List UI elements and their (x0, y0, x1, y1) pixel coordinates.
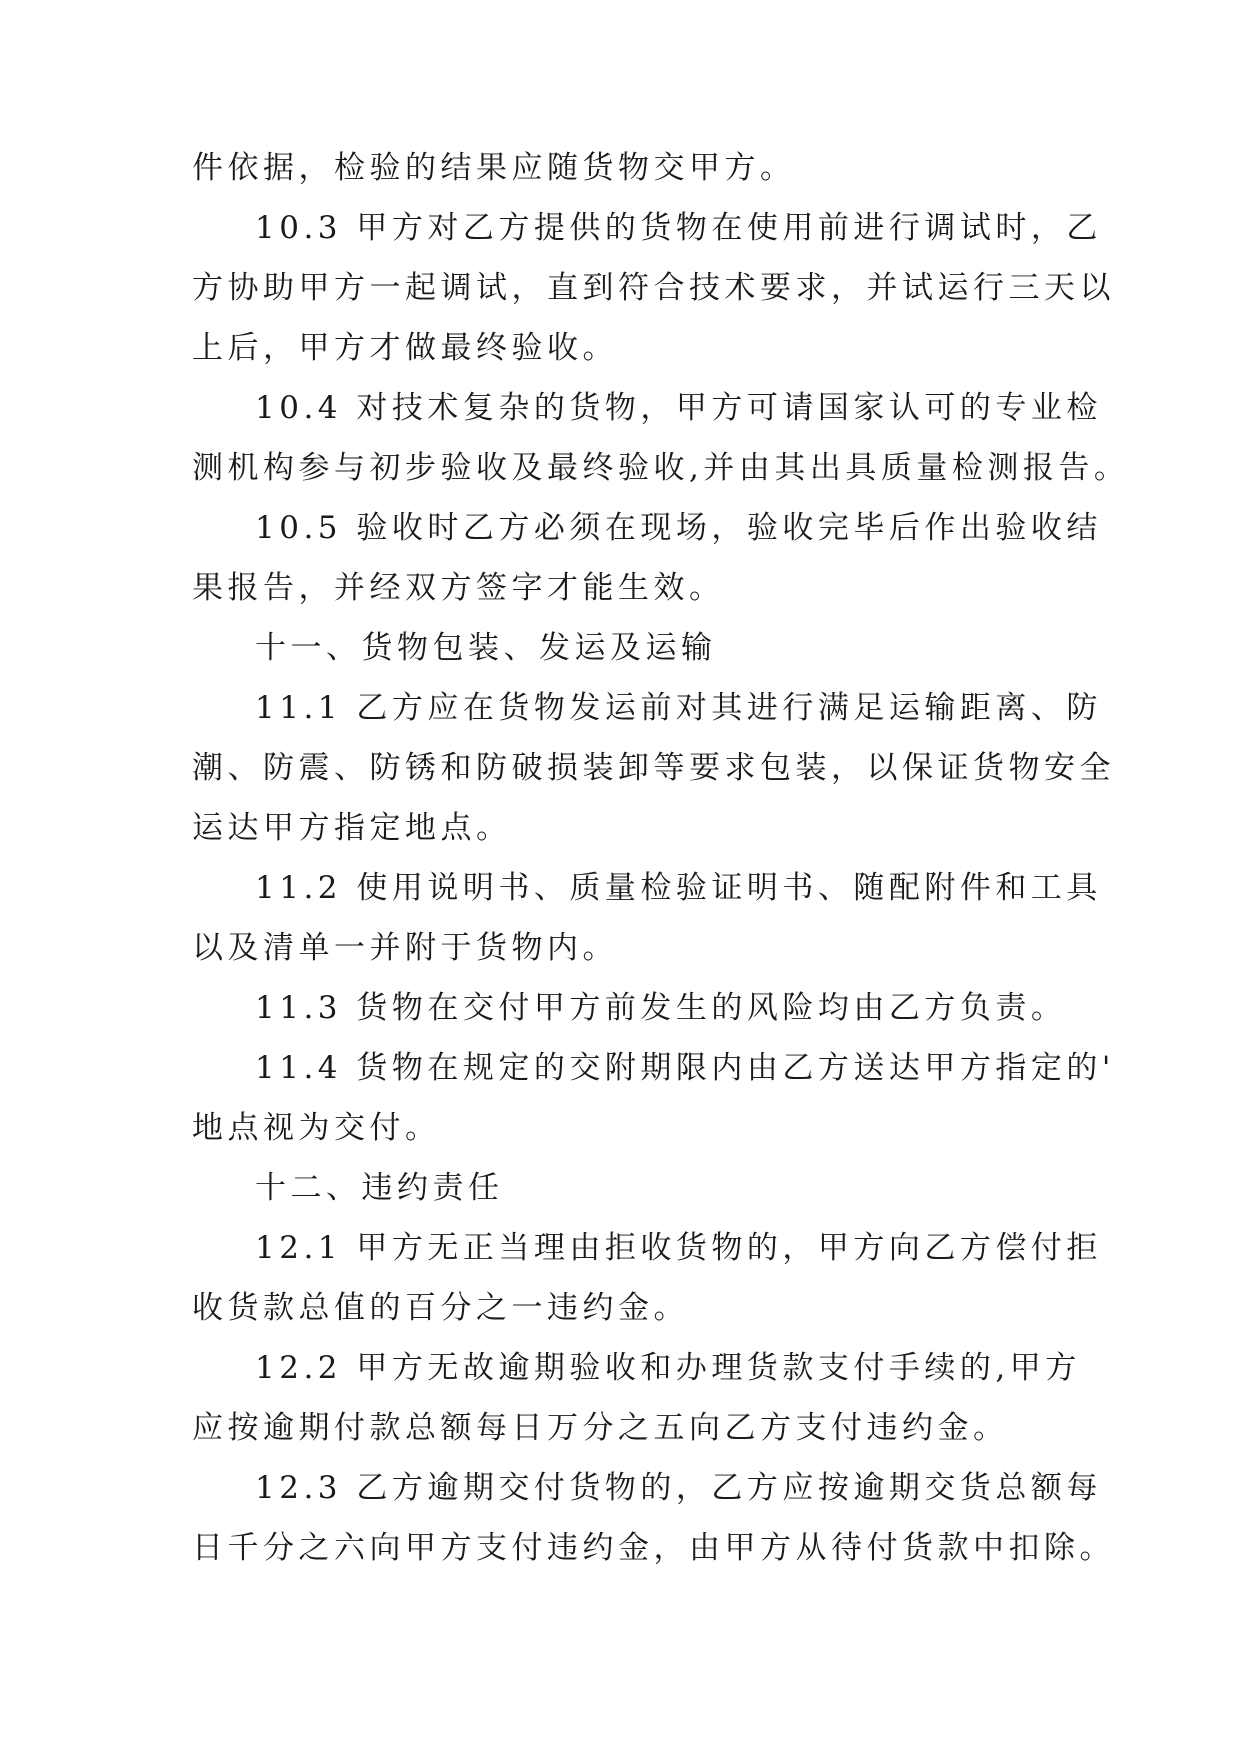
text-line: 10.4 对技术复杂的货物，甲方可请国家认可的专业检 (255, 390, 1102, 426)
text-line: 日千分之六向甲方支付违约金，由甲方从待付货款中扣除。 (192, 1530, 1115, 1566)
text-line: 果报告，并经双方签字才能生效。 (192, 570, 725, 606)
text-line: 收货款总值的百分之一违约金。 (192, 1290, 689, 1326)
section-heading: 十二、违约责任 (255, 1170, 504, 1206)
section-heading: 十一、货物包装、发运及运输 (255, 630, 717, 666)
text-line: 12.3 乙方逾期交付货物的，乙方应按逾期交货总额每 (255, 1470, 1102, 1506)
text-line: 以及清单一并附于货物内。 (192, 930, 618, 966)
text-line: 11.1 乙方应在货物发运前对其进行满足运输距离、防 (255, 690, 1102, 726)
text-line: 11.2 使用说明书、质量检验证明书、随配附件和工具 (255, 870, 1102, 906)
text-line: 件依据，检验的结果应随货物交甲方。 (192, 150, 796, 186)
text-line: 12.2 甲方无故逾期验收和办理货款支付手续的,甲方 (255, 1350, 1081, 1386)
text-line: 11.3 货物在交付甲方前发生的风险均由乙方负责。 (255, 990, 1067, 1026)
text-line: 地点视为交付。 (192, 1110, 441, 1146)
text-line: 上后，甲方才做最终验收。 (192, 330, 618, 366)
text-line: 运达甲方指定地点。 (192, 810, 512, 846)
text-line: 潮、防震、防锈和防破损装卸等要求包装，以保证货物安全 (192, 750, 1115, 786)
text-line: 方协助甲方一起调试，直到符合技术要求，并试运行三天以 (192, 270, 1115, 306)
text-line: 10.3 甲方对乙方提供的货物在使用前进行调试时，乙 (255, 210, 1102, 246)
text-line: 应按逾期付款总额每日万分之五向乙方支付违约金。 (192, 1410, 1009, 1446)
text-line: 10.5 验收时乙方必须在现场，验收完毕后作出验收结 (255, 510, 1102, 546)
text-line: 11.4 货物在规定的交附期限内由乙方送达甲方指定的' (255, 1050, 1115, 1086)
text-line: 测机构参与初步验收及最终验收,并由其出具质量检测报告。 (192, 450, 1130, 486)
text-line: 12.1 甲方无正当理由拒收货物的，甲方向乙方偿付拒 (255, 1230, 1102, 1266)
